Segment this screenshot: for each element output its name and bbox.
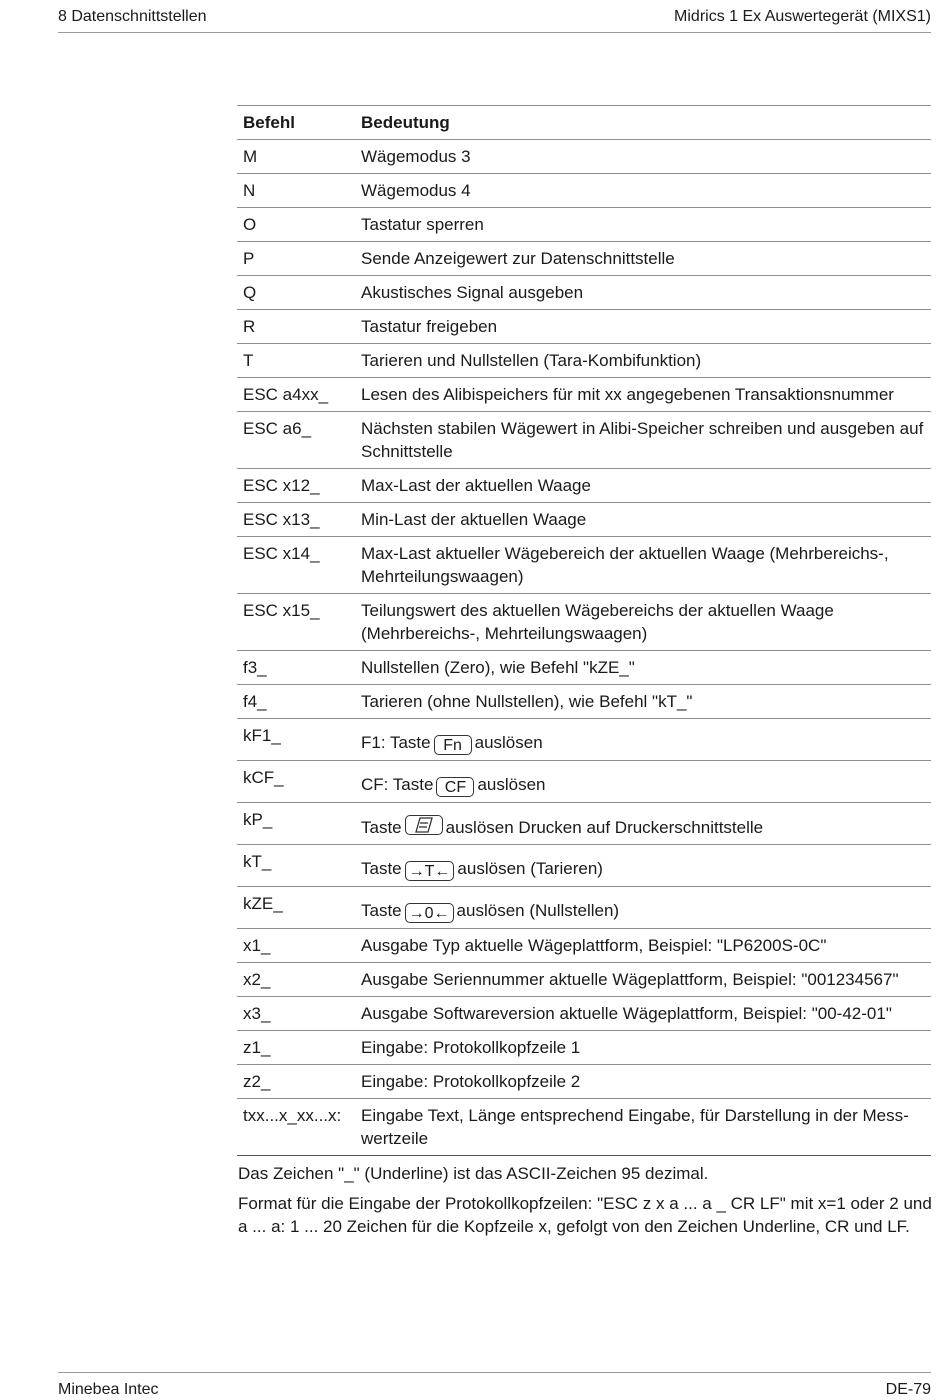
table-row bbox=[237, 929, 931, 963]
meaning-text: F1: Taste bbox=[361, 733, 431, 752]
meaning-cell: Wägemodus 4 bbox=[355, 174, 931, 208]
command-cell: f4_ bbox=[237, 685, 355, 719]
table-row bbox=[237, 845, 931, 887]
meaning-text: CF: Taste bbox=[361, 775, 434, 794]
command-cell: x2_ bbox=[237, 963, 355, 997]
command-cell: z1_ bbox=[237, 1031, 355, 1065]
meaning-cell: Ausgabe Typ aktuelle Wägeplattform, Beispiel: "LP6200S-0C" bbox=[355, 929, 931, 963]
table-row bbox=[237, 997, 931, 1031]
column-header-meaning: Bedeutung bbox=[355, 106, 931, 140]
table-row bbox=[237, 803, 931, 845]
meaning-cell: Sende Anzeigewert zur Datenschnittstelle bbox=[355, 242, 931, 276]
meaning-text: auslösen Drucken auf Druckerschnittstelle bbox=[445, 818, 764, 837]
underline-note: Das Zeichen "_" (Underline) ist das ASCII-Zeichen 95 dezimal. bbox=[238, 1164, 709, 1183]
command-cell: O bbox=[237, 208, 355, 242]
page-number: DE-79 bbox=[885, 1381, 931, 1398]
meaning-cell bbox=[355, 761, 931, 803]
command-cell: kF1_ bbox=[237, 719, 355, 761]
table-row bbox=[237, 537, 931, 594]
meaning-text: Taste bbox=[361, 901, 402, 920]
table-row bbox=[237, 761, 931, 803]
meaning-text: auslösen (Nullstellen) bbox=[456, 901, 620, 920]
command-cell: ESC x13_ bbox=[237, 503, 355, 537]
command-cell: z2_ bbox=[237, 1065, 355, 1099]
meaning-cell: Teilungswert des aktuellen Wägebereichs der aktuellen Waage (Mehrbereichs-, Mehrteilungswaagen) bbox=[355, 594, 931, 651]
meaning-cell: Nullstellen (Zero), wie Befehl "kZE_" bbox=[355, 651, 931, 685]
meaning-cell bbox=[355, 719, 931, 761]
document-title: Midrics 1 Ex Auswertegerät (MIXS1) bbox=[674, 8, 931, 25]
meaning-cell: Tastatur freigeben bbox=[355, 310, 931, 344]
command-cell: N bbox=[237, 174, 355, 208]
command-cell: ESC a6_ bbox=[237, 412, 355, 469]
table-row bbox=[237, 208, 931, 242]
meaning-cell: Tarieren (ohne Nullstellen), wie Befehl "kT_" bbox=[355, 685, 931, 719]
company-name: Minebea Intec bbox=[58, 1381, 159, 1398]
meaning-cell: Eingabe: Protokollkopfzeile 2 bbox=[355, 1065, 931, 1099]
table-row bbox=[237, 310, 931, 344]
meaning-text: auslösen bbox=[477, 775, 546, 794]
zero-key-icon: →0← bbox=[405, 903, 454, 923]
meaning-cell: Max-Last der aktuellen Waage bbox=[355, 469, 931, 503]
command-cell: kCF_ bbox=[237, 761, 355, 803]
table-row bbox=[237, 1031, 931, 1065]
command-cell: f3_ bbox=[237, 651, 355, 685]
table-row bbox=[237, 1065, 931, 1099]
meaning-cell: Tarieren und Nullstellen (Tara-Kombifunktion) bbox=[355, 344, 931, 378]
meaning-cell: Nächsten stabilen Wägewert in Alibi-Speicher schreiben und ausgeben auf Schnittstelle bbox=[355, 412, 931, 469]
command-cell: P bbox=[237, 242, 355, 276]
meaning-cell: Akustisches Signal ausgeben bbox=[355, 276, 931, 310]
meaning-cell: Lesen des Alibispeichers für mit xx angegebenen Transaktionsnummer bbox=[355, 378, 931, 412]
command-cell: txx...x_xx...x: bbox=[237, 1099, 355, 1156]
command-table bbox=[237, 105, 931, 1156]
table-row bbox=[237, 276, 931, 310]
page-footer bbox=[58, 1372, 931, 1400]
command-cell: kZE_ bbox=[237, 887, 355, 929]
command-cell: R bbox=[237, 310, 355, 344]
table-row bbox=[237, 174, 931, 208]
table-row bbox=[237, 594, 931, 651]
table-row bbox=[237, 719, 931, 761]
meaning-text: Taste bbox=[361, 818, 402, 837]
command-cell: x3_ bbox=[237, 997, 355, 1031]
meaning-cell: Ausgabe Seriennummer aktuelle Wägeplattform, Beispiel: "001234567" bbox=[355, 963, 931, 997]
cf-key-icon: CF bbox=[436, 777, 474, 797]
section-title: 8 Datenschnittstellen bbox=[58, 8, 207, 25]
notes bbox=[238, 1162, 933, 1245]
print-key-icon bbox=[405, 815, 443, 835]
table-row bbox=[237, 344, 931, 378]
meaning-text: Taste bbox=[361, 859, 402, 878]
command-cell: kP_ bbox=[237, 803, 355, 845]
tare-key-icon: →T← bbox=[405, 861, 455, 881]
command-cell: M bbox=[237, 140, 355, 174]
meaning-text: auslösen (Tarieren) bbox=[457, 859, 603, 878]
meaning-cell: Eingabe Text, Länge entsprechend Eingabe, für Darstellung in der Mess-wertzeile bbox=[355, 1099, 931, 1156]
command-cell: ESC x12_ bbox=[237, 469, 355, 503]
meaning-cell: Ausgabe Softwareversion aktuelle Wägeplattform, Beispiel: "00-42-01" bbox=[355, 997, 931, 1031]
meaning-cell: Min-Last der aktuellen Waage bbox=[355, 503, 931, 537]
table-row bbox=[237, 1099, 931, 1156]
page-header bbox=[58, 6, 931, 33]
meaning-cell: Wägemodus 3 bbox=[355, 140, 931, 174]
meaning-cell: Max-Last aktueller Wägebereich der aktuellen Waage (Mehrbereichs-, Mehrteilungswaagen) bbox=[355, 537, 931, 594]
table-row bbox=[237, 242, 931, 276]
table-row bbox=[237, 887, 931, 929]
table-row bbox=[237, 685, 931, 719]
table-header-row bbox=[237, 106, 931, 140]
meaning-cell: Tastatur sperren bbox=[355, 208, 931, 242]
command-cell: Q bbox=[237, 276, 355, 310]
meaning-cell bbox=[355, 887, 931, 929]
table-row bbox=[237, 963, 931, 997]
meaning-cell bbox=[355, 803, 931, 845]
column-header-command: Befehl bbox=[237, 106, 355, 140]
command-cell: T bbox=[237, 344, 355, 378]
table-row bbox=[237, 469, 931, 503]
table-row bbox=[237, 503, 931, 537]
table-row bbox=[237, 140, 931, 174]
command-cell: x1_ bbox=[237, 929, 355, 963]
table-row bbox=[237, 412, 931, 469]
command-cell: ESC x14_ bbox=[237, 537, 355, 594]
command-cell: ESC a4xx_ bbox=[237, 378, 355, 412]
command-cell: kT_ bbox=[237, 845, 355, 887]
table-row bbox=[237, 651, 931, 685]
format-note: Format für die Eingabe der Protokollkopfzeilen: "ESC z x a ... a _ CR LF" mit x=1 oder 2 und a ... a: 1 ... 20 Zeichen für die Kopfzeile x, gefolgt von den Zeichen Underline, CR und LF. bbox=[238, 1194, 932, 1236]
meaning-cell: Eingabe: Protokollkopfzeile 1 bbox=[355, 1031, 931, 1065]
table-row bbox=[237, 378, 931, 412]
meaning-text: auslösen bbox=[474, 733, 543, 752]
meaning-cell bbox=[355, 845, 931, 887]
fn-key-icon: Fn bbox=[434, 735, 472, 755]
command-cell: ESC x15_ bbox=[237, 594, 355, 651]
